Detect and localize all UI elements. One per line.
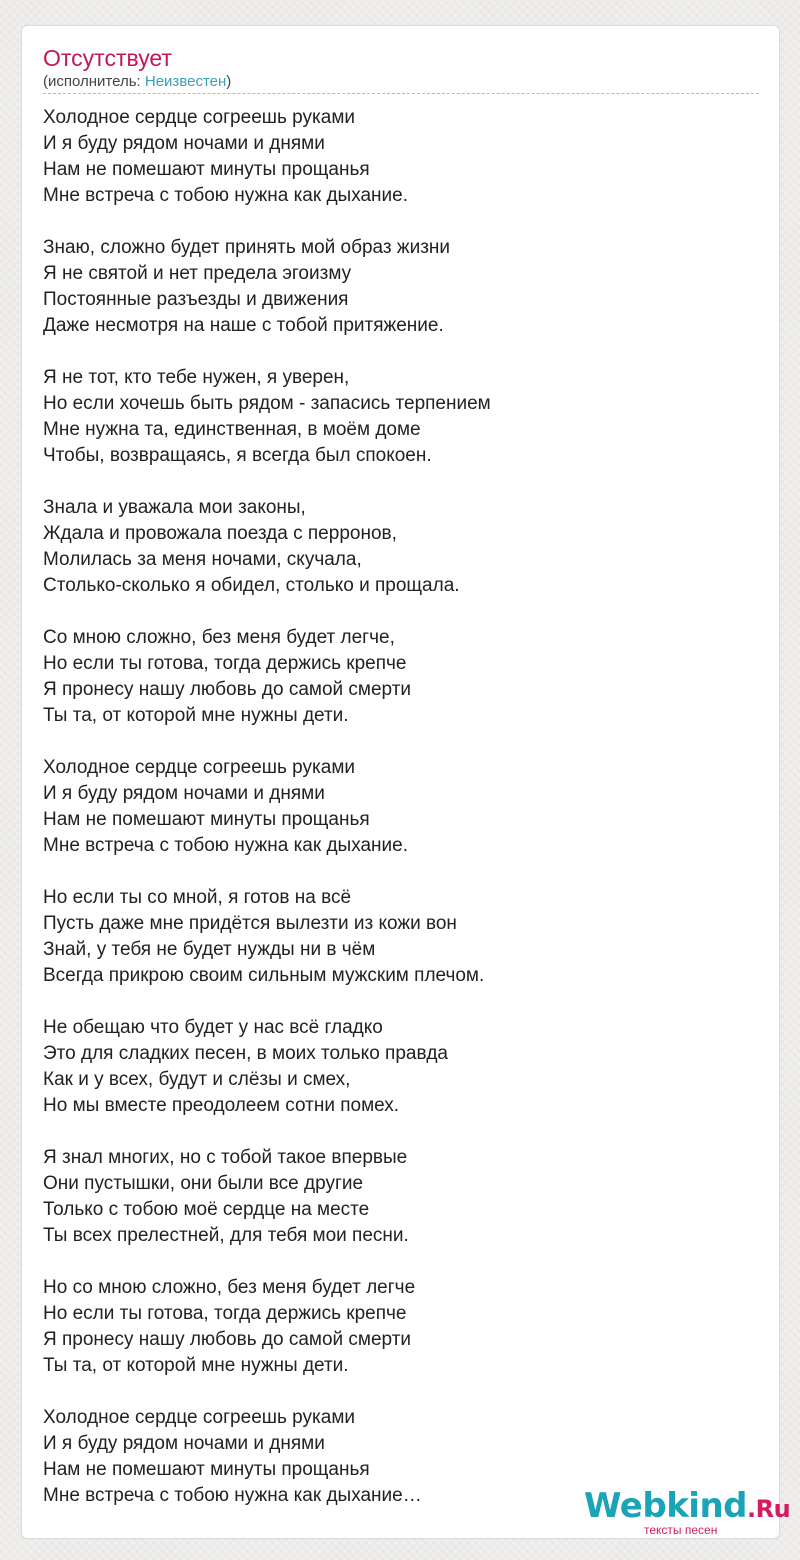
stanza-gap [43,989,491,1015]
stanza-gap [43,209,491,235]
lyric-line: Ждала и провожала поезда с перронов, [43,523,397,544]
lyric-line: Знай, у тебя не будет нужды ни в чём [43,939,376,960]
title-divider [43,93,759,94]
lyric-line: Я не святой и нет предела эгоизму [43,263,352,284]
lyric-line: Нам не помешают минуты прощанья [43,159,370,180]
lyric-line: Они пустышки, они были все другие [43,1173,364,1194]
lyric-line: Ты та, от которой мне нужны дети. [43,1355,349,1376]
lyric-line: Как и у всех, будут и слёзы и смех, [43,1069,351,1090]
artist-suffix: ) [226,73,232,90]
lyric-line: Не обещаю что будет у нас всё гладко [43,1017,383,1038]
lyric-line: Но если ты со мной, я готов на всё [43,887,352,908]
lyric-line: И я буду рядом ночами и днями [43,783,325,804]
lyric-line: И я буду рядом ночами и днями [43,1433,325,1454]
lyrics-card [21,25,791,1539]
logo-brand-suffix: .Ru [747,1495,791,1523]
lyric-line: Мне встреча с тобою нужна как дыхание. [43,185,408,206]
lyric-line: Я знал многих, но с тобой такое впервые [43,1147,408,1168]
lyric-line: Я не тот, кто тебе нужен, я уверен, [43,367,350,388]
logo-tagline: тексты песен [644,1523,718,1537]
stanza-gap [43,469,491,495]
lyric-line: Мне встреча с тобою нужна как дыхание… [43,1485,422,1506]
lyric-line: Я пронесу нашу любовь до самой смерти [43,679,412,700]
lyric-line: Чтобы, возвращаясь, я всегда был спокоен. [43,445,432,466]
lyric-line: Мне нужна та, единственная, в моём доме [43,419,421,440]
lyric-line: Столько-сколько я обидел, столько и прощала. [43,575,460,596]
lyric-line: Пусть даже мне придётся вылезти из кожи вон [43,913,457,934]
logo-brand-main: Webkind [584,1486,747,1526]
stanza-gap [43,859,491,885]
lyric-line: Я пронесу нашу любовь до самой смерти [43,1329,412,1350]
stanza-gap [43,1379,491,1405]
lyric-line: Ты та, от которой мне нужны дети. [43,705,349,726]
lyric-line: Холодное сердце согреешь руками [43,757,356,778]
stanza-gap [43,339,491,365]
lyric-line: Даже несмотря на наше с тобой притяжение. [43,315,444,336]
artist-prefix: (исполнитель: [43,73,145,90]
lyric-line: Постоянные разъезды и движения [43,289,349,310]
stanza-gap [43,599,491,625]
lyric-line: Мне встреча с тобою нужна как дыхание. [43,835,408,856]
site-logo[interactable] [584,1486,791,1538]
artist-link[interactable]: Неизвестен [144,73,227,90]
lyric-line: Нам не помешают минуты прощанья [43,1459,370,1480]
lyric-line: Но если ты готова, тогда держись крепче [43,653,407,674]
stanza-gap [43,729,491,755]
lyric-line: Молилась за меня ночами, скучала, [43,549,362,570]
lyric-line: Но если хочешь быть рядом - запасись терпением [43,393,491,414]
artist-line [43,73,231,91]
lyric-line: Всегда прикрою своим сильным мужским плечом. [43,965,485,986]
lyric-line: Но мы вместе преодолеем сотни помех. [43,1095,400,1116]
lyrics-text [43,105,491,1509]
lyric-line: Ты всех прелестней, для тебя мои песни. [43,1225,409,1246]
lyric-line: И я буду рядом ночами и днями [43,133,325,154]
song-title: Отсутствует [43,45,172,71]
lyric-line: Холодное сердце согреешь руками [43,107,356,128]
lyric-line: Но со мною сложно, без меня будет легче [43,1277,416,1298]
lyric-line: Нам не помешают минуты прощанья [43,809,370,830]
lyric-line: Только с тобою моё сердце на месте [43,1199,370,1220]
lyric-line: Холодное сердце согреешь руками [43,1407,356,1428]
lyric-line: Со мною сложно, без меня будет легче, [43,627,395,648]
lyric-line: Знаю, сложно будет принять мой образ жизни [43,237,451,258]
lyric-line: Но если ты готова, тогда держись крепче [43,1303,407,1324]
stanza-gap [43,1249,491,1275]
lyric-line: Это для сладких песен, в моих только правда [43,1043,448,1064]
stanza-gap [43,1119,491,1145]
lyric-line: Знала и уважала мои законы, [43,497,306,518]
